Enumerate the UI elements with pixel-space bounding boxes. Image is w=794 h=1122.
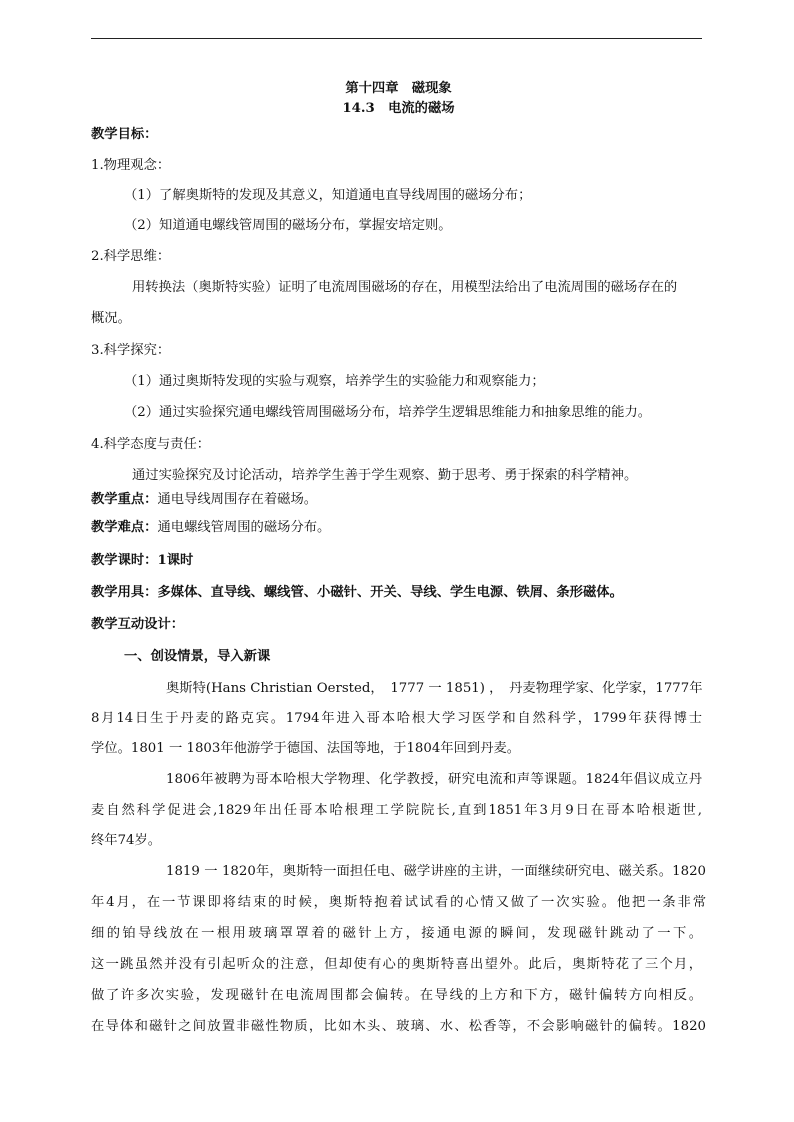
key-point [91,490,706,510]
section-title: 14.3 电流的磁场 [342,101,455,116]
objective-item: （1）通过奥斯特发现的实验与观察，培养学生的实验能力和观察能力； [124,374,545,389]
objective-item: （1）了解奥斯特的发现及其意义，知道通电直导线周围的磁场分布； [124,188,532,203]
objective-item: （2）知道通电螺线管周围的磁场分布，掌握安培定则。 [124,218,452,233]
key-point-label: 教学重点： [91,492,158,507]
design-subheading: 一、创设情景，导入新课 [124,649,271,664]
body-line: 在导体和磁针之间放置非磁性物质，比如木头、玻璃、水、松香等，不会影响磁针的偏转。1820 [91,1019,706,1034]
difficulty-label: 教学难点： [91,520,158,535]
body-line: 8月14日生于丹麦的路克宾。1794年进入哥本哈根大学习医学和自然科学，1799年获得博士 [91,711,702,726]
body-line: 细的铂导线放在一根用玻璃罩罩着的磁针上方，接通电源的瞬间，发现磁针跳动了一下。 [91,926,702,941]
objective-item: 概况。 [91,311,131,326]
chapter-title: 第十四章 磁现象 [345,81,452,96]
objectives-heading: 教学目标： [91,127,158,142]
objective-attitude: 4.科学态度与责任： [91,437,211,452]
objective-physics-concept: 1.物理观念： [91,158,171,173]
objective-item: 用转换法（奥斯特实验）证明了电流周围磁场的存在，用模型法给出了电流周围的磁场存在的 [132,280,678,295]
objective-item: （2）通过实验探究通电螺线管周围磁场分布，培养学生逻辑思维能力和抽象思维的能力。 [124,405,652,420]
objective-science-inquiry: 3.科学探究： [91,343,171,358]
body-line: 终年74岁。 [91,833,162,848]
body-line: 1806年被聘为哥本哈根大学物理、化学教授，研究电流和声等课题。1824年倡议成立丹 [166,772,702,787]
body-line: 这一跳虽然并没有引起听众的注意，但却使有心的奥斯特喜出望外。此后，奥斯特花了三个月， [91,957,702,972]
objective-item: 通过实验探究及讨论活动，培养学生善于学生观察、勤于思考、勇于探索的科学精神。 [132,468,638,483]
body-line: 做了许多次实验，发现磁针在电流周围都会偏转。在导线的上方和下方，磁针偏转方向相反。 [91,988,702,1003]
difficulty-text: 通电螺线管周围的磁场分布。 [157,520,331,535]
body-line: 年4月，在一节课即将结束的时候，奥斯特抱着试试看的心情又做了一次实验。他把一条非常 [91,895,706,910]
class-hours: 教学课时：1课时 [91,553,194,568]
body-line: 麦自然科学促进会,1829年出任哥本哈根理工学院院长,直到1851年3月9日在哥本哈根逝世, [91,803,702,818]
body-line: 学位。1801 一 1803年他游学于德国、法国等地，于1804年回到丹麦。 [91,741,521,756]
header-rule [91,38,702,39]
key-point-text: 通电导线周围存在着磁场。 [157,492,318,507]
objective-science-thinking: 2.科学思维： [91,249,171,264]
teaching-tools: 教学用具：多媒体、直导线、螺线管、小磁针、开关、导线、学生电源、铁屑、条形磁体。 [91,585,623,600]
body-line: 奥斯特(Hans Christian Oersted， 1777 一 1851) ， 丹麦物理学家、化学家，1777年 [166,681,703,696]
body-line: 1819 一 1820年，奥斯特一面担任电、磁学讲座的主讲，一面继续研究电、磁关系。1820 [166,864,706,879]
difficulty [91,518,706,538]
design-heading: 教学互动设计： [91,617,185,632]
